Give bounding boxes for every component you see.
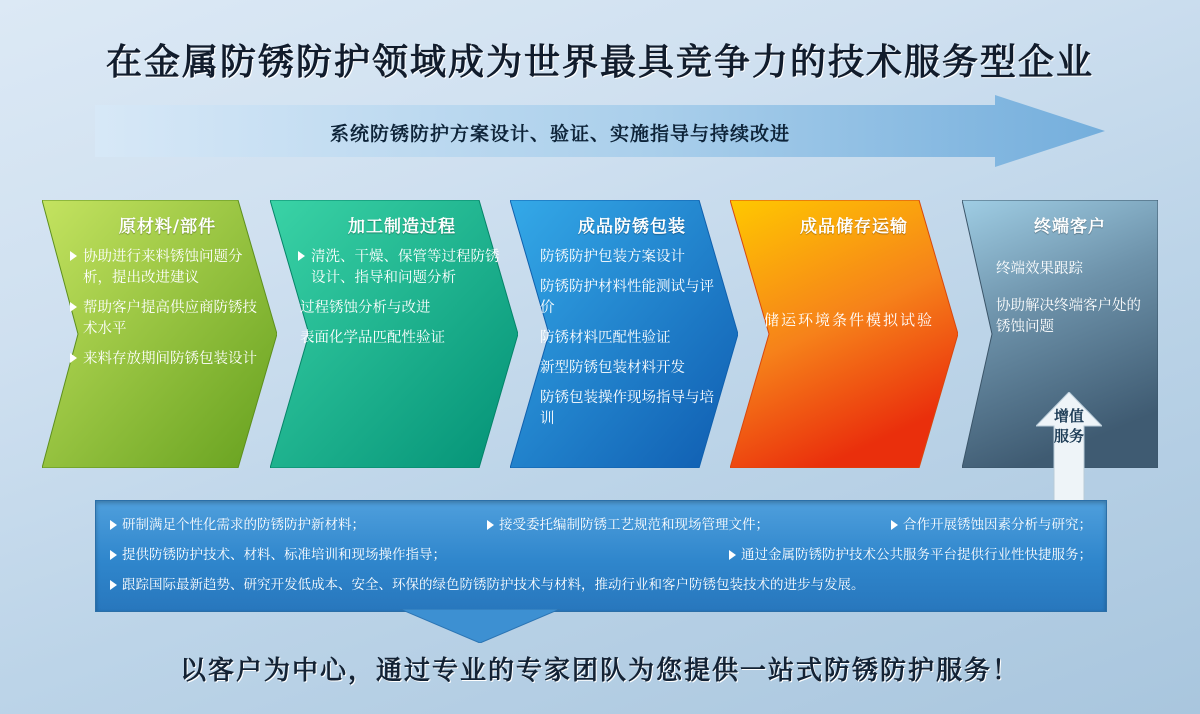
list-item (540, 247, 724, 268)
list-item-label: 防锈包装操作现场指导与培训 (540, 390, 714, 427)
service-item-label: 研制满足个性化需求的防锈防护新材料； (122, 517, 365, 533)
bullet-triangle-icon (70, 251, 77, 261)
list-item-label: 防锈防护包装方案设计 (540, 249, 685, 265)
list-item-label: 表面化学品匹配性验证 (300, 330, 445, 346)
services-panel (95, 500, 1107, 612)
stage-item-list (996, 259, 1144, 338)
banner-arrow (95, 95, 1105, 167)
list-item-label: 清洗、干燥、保管等过程防锈设计、指导和问题分析 (311, 249, 500, 286)
list-item-label: 防锈材料匹配性验证 (540, 330, 671, 346)
bullet-triangle-icon (110, 550, 117, 560)
bullet-triangle-icon (729, 550, 736, 560)
list-item (300, 298, 504, 319)
stage-heading: 终端客户 (1034, 217, 1106, 237)
service-item (110, 510, 365, 540)
service-item (110, 540, 446, 570)
stage-heading: 成品防锈包装 (578, 217, 686, 237)
list-item (996, 296, 1144, 338)
list-item (764, 307, 944, 333)
list-item-label: 协助解决终端客户处的锈蚀问题 (996, 298, 1141, 335)
footer-slogan: 以客户为中心，通过专业的专家团队为您提供一站式防锈防护服务！ (179, 656, 1020, 686)
list-item-label: 新型防锈包装材料开发 (540, 360, 685, 376)
bullet-triangle-icon (70, 353, 77, 363)
bullet-triangle-icon (891, 520, 898, 530)
list-item-label: 来料存放期间防锈包装设计 (83, 351, 257, 367)
bullet-triangle-icon (298, 251, 305, 261)
service-item-label: 合作开展锈蚀因素分析与研究； (903, 517, 1092, 533)
service-item-label: 接受委托编制防锈工艺规范和现场管理文件； (499, 517, 769, 533)
down-arrow (400, 609, 560, 643)
list-item-label: 储运环境条件模拟试验 (764, 311, 935, 329)
list-item (72, 298, 263, 340)
stage-heading: 加工制造过程 (348, 217, 456, 237)
service-item-label: 跟踪国际最新趋势、研究开发低成本、安全、环保的绿色防锈防护技术与材料，推动行业和客户防锈包装技术的进步与发展。 (122, 577, 865, 593)
list-item-label: 终端效果跟踪 (996, 261, 1083, 277)
stage-heading: 原材料/部件 (118, 217, 217, 237)
list-item (540, 388, 724, 430)
services-row-1 (96, 510, 1106, 540)
service-item (110, 570, 865, 600)
list-item-label: 帮助客户提高供应商防锈技术水平 (83, 300, 257, 337)
service-item-label: 通过金属防锈防护技术公共服务平台提供行业性快捷服务； (741, 547, 1092, 563)
stage-item-list (764, 307, 944, 333)
banner-text: 系统防锈防护方案设计、验证、实施指导与持续改进 (329, 123, 790, 145)
list-item (72, 247, 263, 289)
list-item (540, 328, 724, 349)
stage-item-list (72, 247, 263, 370)
bullet-triangle-icon (110, 580, 117, 590)
stage-manufacturing-process[interactable] (270, 200, 518, 468)
list-item (300, 328, 504, 349)
service-item (729, 540, 1092, 570)
bullet-triangle-icon (110, 520, 117, 530)
list-item-label: 防锈防护材料性能测试与评价 (540, 279, 714, 316)
stage-heading: 成品储存运输 (800, 217, 908, 237)
bullet-triangle-icon (70, 302, 77, 312)
stage-raw-material[interactable] (42, 200, 277, 468)
stage-storage-transport[interactable] (730, 200, 958, 468)
list-item (72, 349, 263, 370)
service-item-label: 提供防锈防护技术、材料、标准培训和现场操作指导； (122, 547, 446, 563)
service-item (891, 510, 1092, 540)
list-item-label: 协助进行来料锈蚀问题分析，提出改进建议 (83, 249, 243, 286)
list-item-label: 过程锈蚀分析与改进 (300, 300, 431, 316)
bullet-triangle-icon (487, 520, 494, 530)
stage-finished-goods-packaging[interactable] (510, 200, 738, 468)
services-row-3 (96, 570, 1106, 600)
list-item (540, 277, 724, 319)
stage-item-list (300, 247, 504, 349)
page-title: 在金属防锈防护领域成为世界最具竞争力的技术服务型企业 (105, 41, 1094, 83)
services-row-2 (96, 540, 1106, 570)
list-item (540, 358, 724, 379)
value-added-arrow-label: 增值服务 (1053, 407, 1084, 445)
service-item (487, 510, 769, 540)
stage-item-list (540, 247, 724, 430)
list-item (300, 247, 504, 289)
list-item (996, 259, 1144, 280)
